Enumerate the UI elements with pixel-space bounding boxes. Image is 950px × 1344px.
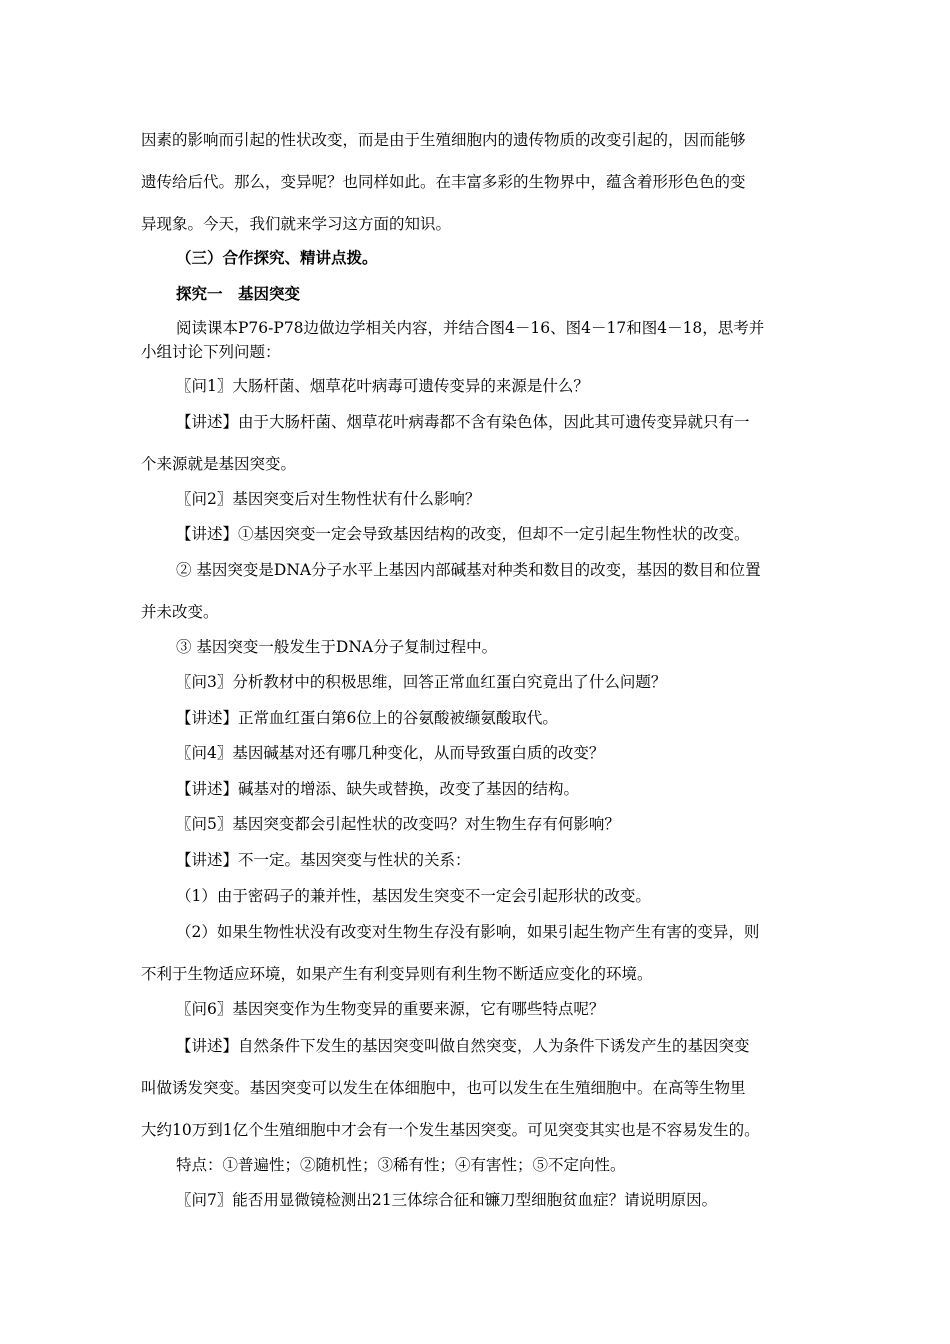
question-2: 〖问2〗基因突变后对生物性状有什么影响？ xyxy=(176,490,481,508)
answer-2: 【讲述】①基因突变一定会导致基因结构的改变，但却不一定引起生物性状的改变。 xyxy=(176,525,750,543)
text-line: 个来源就是基因突变。 xyxy=(141,455,297,473)
answer-1: 【讲述】由于大肠杆菌、烟草花叶病毒都不含有染色体，因此其可遗传变异就只有一 xyxy=(176,413,750,431)
text-line: 小组讨论下列问题： xyxy=(141,343,281,361)
text-line: （1）由于密码子的兼并性，基因发生突变不一定会引起形状的改变。 xyxy=(176,887,651,905)
text-line: 阅读课本P76-P78边做边学相关内容，并结合图4－16、图4－17和图4－18，思考并 xyxy=(176,319,765,337)
subsection-heading: 探究一 基因突变 xyxy=(176,285,301,303)
text-line: （2）如果生物性状没有改变对生物生存没有影响，如果引起生物产生有害的变异，则 xyxy=(176,923,760,941)
text-line: 特点：①普遍性；②随机性；③稀有性；④有害性；⑤不定向性。 xyxy=(176,1156,626,1174)
answer-5: 【讲述】不一定。基因突变与性状的关系： xyxy=(176,851,471,869)
text-line: 遗传给后代。那么，变异呢？也同样如此。在丰富多彩的生物界中，蕴含着形形色色的变 xyxy=(141,173,746,191)
text-line: ③ 基因突变一般发生于DNA分子复制过程中。 xyxy=(176,638,498,656)
text-line: ② 基因突变是DNA分子水平上基因内部碱基对种类和数目的改变，基因的数目和位置 xyxy=(176,561,761,579)
text-line: 大约10万到1亿个生殖细胞中才会有一个发生基因突变。可见突变其实也是不容易发生的。 xyxy=(141,1121,760,1139)
text-line: 因素的影响而引起的性状改变，而是由于生殖细胞内的遗传物质的改变引起的，因而能够 xyxy=(141,131,746,149)
question-4: 〖问4〗基因碱基对还有哪几种变化，从而导致蛋白质的改变？ xyxy=(176,744,605,762)
text-line: 异现象。今天，我们就来学习这方面的知识。 xyxy=(141,215,452,233)
question-5: 〖问5〗基因突变都会引起性状的改变吗？对生物生存有何影响？ xyxy=(176,815,620,833)
text-line: 不利于生物适应环境，如果产生有利变异则有利生物不断适应变化的环境。 xyxy=(141,965,653,983)
text-line: 并未改变。 xyxy=(141,603,219,621)
question-6: 〖问6〗基因突变作为生物变异的重要来源，它有哪些特点呢？ xyxy=(176,1000,605,1018)
text-line: 叫做诱发突变。基因突变可以发生在体细胞中，也可以发生在生殖细胞中。在高等生物里 xyxy=(141,1079,746,1097)
answer-6: 【讲述】自然条件下发生的基因突变叫做自然突变，人为条件下诱发产生的基因突变 xyxy=(176,1037,750,1055)
answer-4: 【讲述】碱基对的增添、缺失或替换，改变了基因的结构。 xyxy=(176,780,580,798)
question-3: 〖问3〗分析教材中的积极思维，回答正常血红蛋白究竟出了什么问题？ xyxy=(176,673,667,691)
question-1: 〖问1〗大肠杆菌、烟草花叶病毒可遗传变异的来源是什么？ xyxy=(176,377,589,395)
section-heading: （三）合作探究、精讲点拨。 xyxy=(176,249,378,267)
answer-3: 【讲述】正常血红蛋白第6位上的谷氨酸被缬氨酸取代。 xyxy=(176,709,558,727)
question-7: 〖问7〗能否用显微镜检测出21三体综合征和镰刀型细胞贫血症？请说明原因。 xyxy=(176,1191,718,1209)
